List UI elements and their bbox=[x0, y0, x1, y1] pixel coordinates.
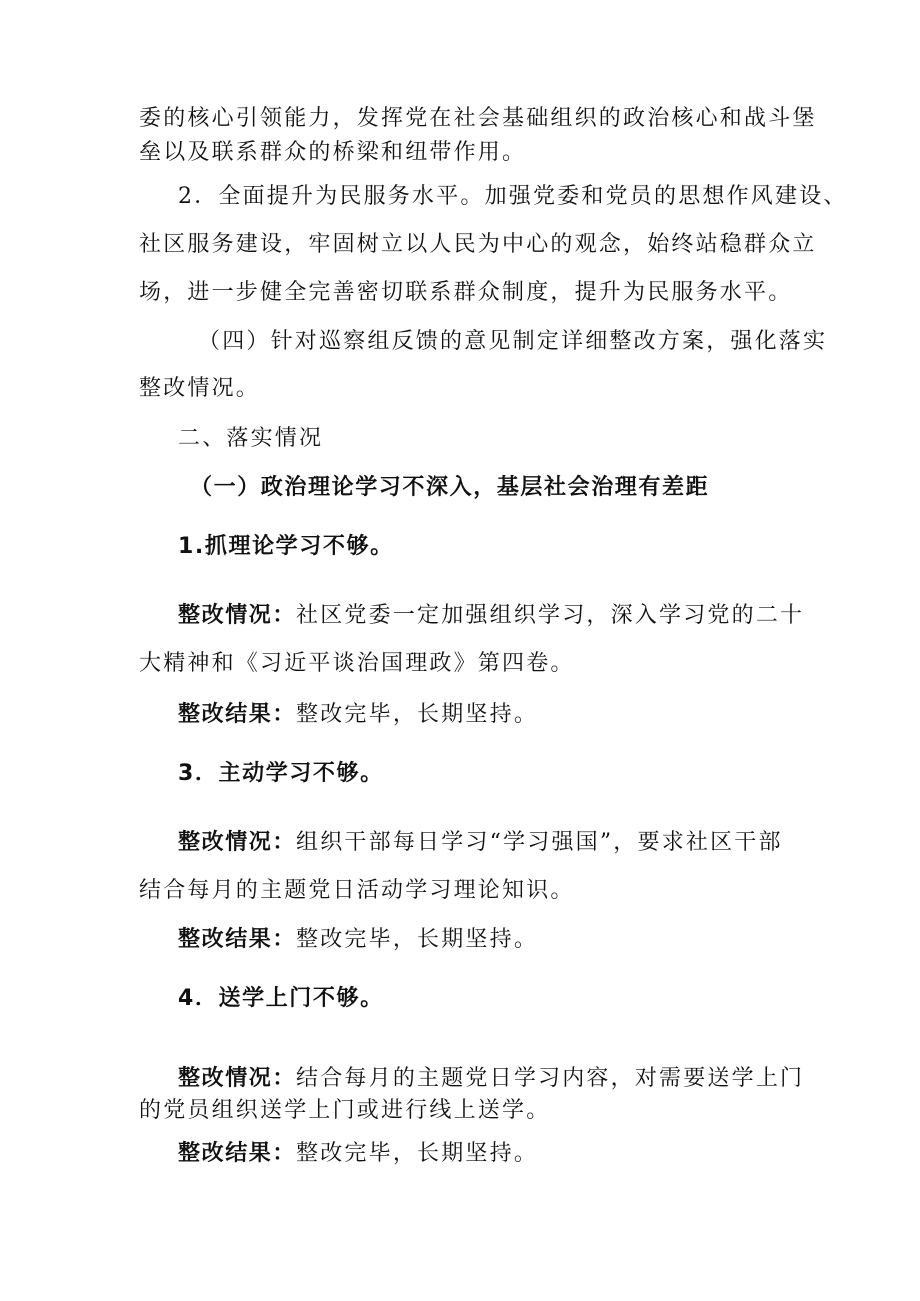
rectification-status-text: 结合每月的主题党日学习内容，对需要送学上门 bbox=[296, 1066, 805, 1091]
paragraph-line: 大精神和《习近平谈治国理政》第四卷。 bbox=[139, 651, 575, 676]
paragraph-line bbox=[0, 700, 920, 730]
paragraph-line: 社区服务建设，牢固树立以人民为中心的观念，始终站稳群众立 bbox=[139, 232, 817, 257]
item-heading: 1.抓理论学习不够。 bbox=[178, 534, 394, 559]
rectification-result-label: 整改结果： bbox=[178, 1141, 297, 1166]
subsection-heading: （一）政治理论学习不深入，基层社会治理有差距 bbox=[190, 475, 710, 500]
paragraph-line: 结合每月的主题党日活动学习理论知识。 bbox=[139, 878, 575, 903]
rectification-status-text: 社区党委一定加强组织学习，深入学习党的二十 bbox=[296, 603, 805, 628]
rectification-status-label: 整改情况： bbox=[178, 830, 297, 855]
paragraph-line: 2．全面提升为民服务水平。加强党委和党员的思想作风建设、 bbox=[178, 184, 848, 209]
rectification-result-label: 整改结果： bbox=[178, 702, 297, 727]
paragraph-line bbox=[0, 1139, 920, 1169]
rectification-status-label: 整改情况： bbox=[178, 603, 297, 628]
rectification-status-text: 组织干部每日学习“学习强国”，要求社区干部 bbox=[296, 830, 783, 855]
paragraph-line bbox=[0, 601, 920, 631]
paragraph-line: 的党员组织送学上门或进行线上送学。 bbox=[139, 1098, 551, 1123]
rectification-status-label: 整改情况： bbox=[178, 1066, 297, 1091]
paragraph-line: （四）针对巡察组反馈的意见制定详细整改方案，强化落实 bbox=[198, 329, 828, 354]
rectification-result-text: 整改完毕，长期坚持。 bbox=[296, 1141, 539, 1166]
rectification-result-label: 整改结果： bbox=[178, 927, 297, 952]
item-heading: 3．主动学习不够。 bbox=[178, 761, 384, 786]
paragraph-line: 委的核心引领能力，发挥党在社会基础组织的政治核心和战斗堡 bbox=[139, 106, 817, 131]
paragraph-line bbox=[0, 828, 920, 858]
paragraph-line: 场，进一步健全完善密切联系群众制度，提升为民服务水平。 bbox=[139, 280, 793, 305]
section-heading: 二、落实情况 bbox=[178, 426, 324, 451]
paragraph-line bbox=[0, 1064, 920, 1094]
paragraph-line: 垒以及联系群众的桥梁和纽带作用。 bbox=[139, 140, 527, 165]
rectification-result-text: 整改完毕，长期坚持。 bbox=[296, 702, 539, 727]
item-heading: 4．送学上门不够。 bbox=[178, 986, 384, 1011]
paragraph-line bbox=[0, 925, 920, 955]
paragraph-line: 整改情况。 bbox=[139, 376, 261, 401]
rectification-result-text: 整改完毕，长期坚持。 bbox=[296, 927, 539, 952]
